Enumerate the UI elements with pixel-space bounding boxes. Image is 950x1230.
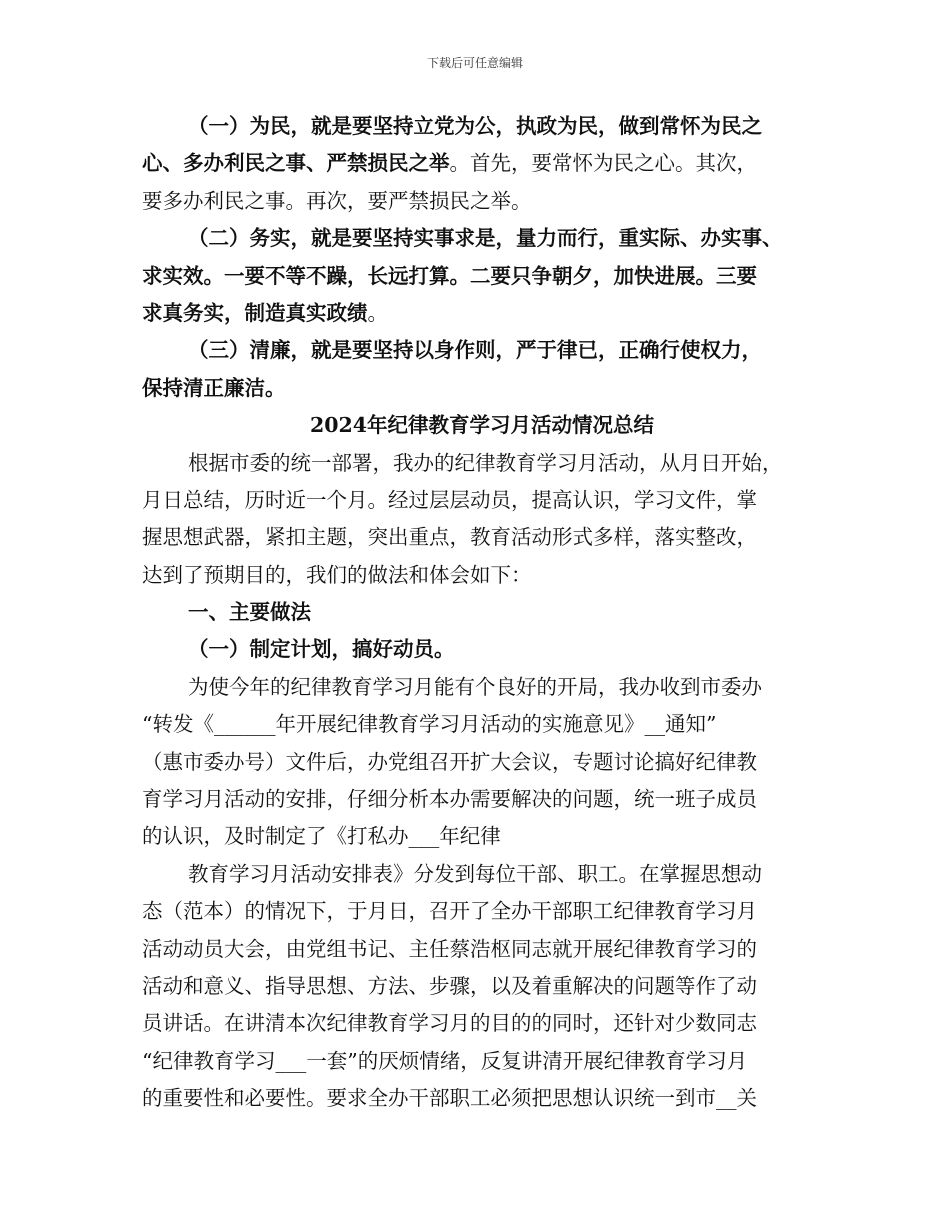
text-run: 态（范本）的情况下，于月日，召开了全办干部职工纪律教育学习月 <box>142 899 757 924</box>
text-line <box>142 258 822 295</box>
text-run: 根据市委的统一部署，我办的纪律教育学习月活动，从月日开始， <box>188 450 783 475</box>
text-line <box>142 1043 822 1080</box>
text-run: 。首先，要常怀为民之心。其次， <box>449 151 757 176</box>
text-run: 育学习月活动的安排，仔细分析本办需要解决的问题，统一班子成员 <box>142 787 757 812</box>
text-line <box>142 519 822 556</box>
text-run: 员讲话。在讲清本次纪律教育学习月的目的的同时，还针对少数同志 <box>142 1011 757 1036</box>
text-run: 2024年纪律教育学习月活动情况总结 <box>309 413 655 438</box>
text-line <box>142 856 822 893</box>
text-run: “转发《______年开展纪律教育学习月活动的实施意见》__通知” <box>142 712 717 737</box>
text-run: （惠市委办号）文件后，办党组召开扩大会议，专题讨论搞好纪律教 <box>142 749 757 774</box>
text-run: “纪律教育学习___一套”的厌烦情绪，反复讲清开展纪律教育学习月 <box>142 1048 748 1073</box>
text-line <box>142 594 822 631</box>
text-line <box>142 332 822 369</box>
text-line <box>142 220 822 257</box>
text-line <box>142 183 822 220</box>
text-line <box>142 669 822 706</box>
text-run: 求实效。一要不等不躁，长远打算。二要只争朝夕，加快进展。三要 <box>142 263 757 288</box>
text-line <box>142 445 822 482</box>
text-run: 教育学习月活动安排表》分发到每位干部、职工。在掌握思想动 <box>188 861 762 886</box>
text-line <box>142 557 822 594</box>
text-run: 为使今年的纪律教育学习月能有个良好的开局，我办收到市委办 <box>188 674 762 699</box>
text-line <box>142 108 822 145</box>
text-run: 求真务实，制造真实政绩 <box>142 300 368 325</box>
text-line <box>142 968 822 1005</box>
text-run: 要多办利民之事。再次，要严禁损民之举。 <box>142 188 532 213</box>
text-line <box>142 1005 822 1042</box>
text-line <box>142 145 822 182</box>
text-run: （二）务实，就是要坚持实事求是，量力而行，重实际、办实事、 <box>188 226 783 251</box>
page-header: 下载后可任意编辑 <box>426 56 523 70</box>
text-line <box>142 706 822 743</box>
text-run: 达到了预期目的，我们的做法和体会如下： <box>142 562 532 587</box>
text-line <box>142 931 822 968</box>
text-run: 月日总结，历时近一个月。经过层层动员，提高认识，学习文件，掌 <box>142 487 757 512</box>
text-line <box>142 818 822 855</box>
text-run: （一）制定计划，搞好动员。 <box>188 637 455 662</box>
text-line <box>142 893 822 930</box>
text-run: 。 <box>367 300 388 325</box>
text-line <box>142 370 822 407</box>
text-run: 活动和意义、指导思想、方法、步骤，以及着重解决的问题等作了动 <box>142 973 757 998</box>
section-title <box>142 407 822 444</box>
document-body <box>142 108 822 1118</box>
text-run: 活动动员大会，由党组书记、主任蔡浩枢同志就开展纪律教育学习的 <box>142 936 757 961</box>
text-line <box>142 744 822 781</box>
text-line <box>142 1080 822 1117</box>
text-run: 保持清正廉洁。 <box>142 375 286 400</box>
text-line <box>142 781 822 818</box>
text-run: （三）清廉，就是要坚持以身作则，严于律已，正确行使权力， <box>188 338 762 363</box>
text-run: 的重要性和必要性。要求全办干部职工必须把思想认识统一到市__关 <box>142 1086 757 1111</box>
text-line <box>142 295 822 332</box>
text-run: 一、主要做法 <box>188 600 311 625</box>
text-run: （一）为民，就是要坚持立党为公，执政为民，做到常怀为民之 <box>188 114 762 138</box>
text-run: 握思想武器，紧扣主题，突出重点，教育活动形式多样，落实整改， <box>142 525 757 550</box>
text-run: 的认识，及时制定了《打私办___年纪律 <box>142 824 501 849</box>
text-line <box>142 482 822 519</box>
text-run: 心、多办利民之事、严禁损民之举 <box>142 151 450 176</box>
text-line <box>142 631 822 668</box>
